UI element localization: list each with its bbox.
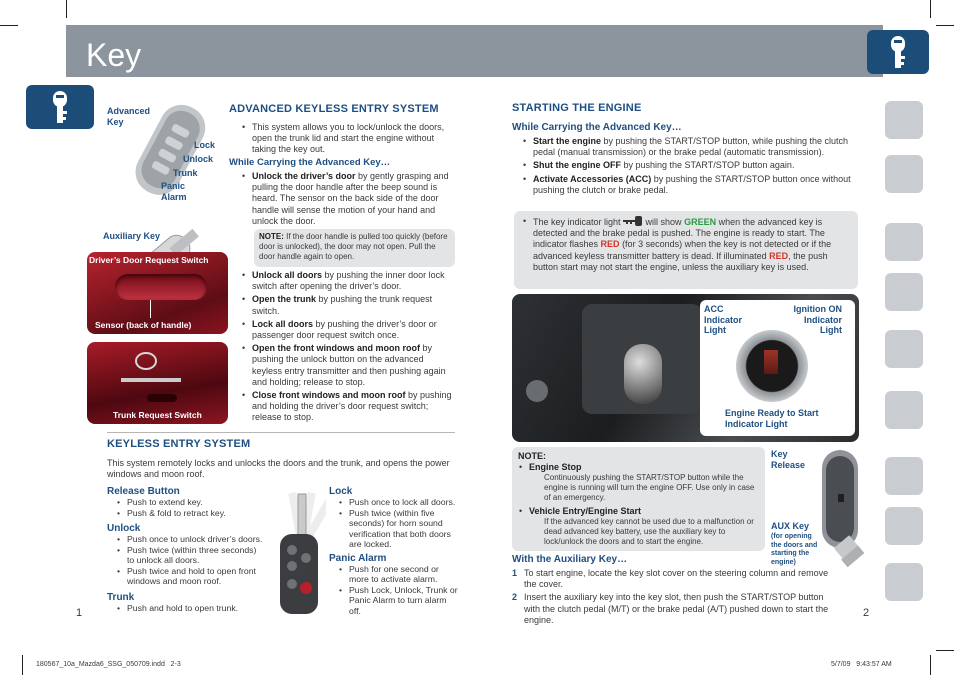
footer-timestamp: 5/7/09 9:43:57 AM	[831, 661, 892, 668]
section-tab[interactable]	[867, 30, 929, 74]
start-bullet: • Shut the engine OFF by pushing the START/STOP button again.	[522, 160, 858, 171]
ake-bullet: • Open the trunk by pushing the trunk request switch.	[241, 294, 456, 316]
trunk-badge	[121, 378, 181, 382]
aux-steps	[512, 568, 832, 626]
lock-block	[329, 486, 459, 616]
ake-bullets-a	[241, 171, 456, 227]
unlock-label: Unlock	[183, 154, 214, 164]
trunk-photo-caption: Trunk Request Switch	[113, 410, 202, 420]
ake-bullets-b	[241, 270, 456, 424]
page-header	[66, 25, 883, 77]
note-item-text: If the advanced key cannot be used due to a malfunction or dead advanced key battery, use the auxiliary key to lock/unlock the doors and to start the engine.	[544, 516, 754, 546]
trunk-emblem	[135, 352, 157, 370]
list-item: • Push once to lock all doors.	[338, 497, 459, 508]
step-number: 2	[512, 592, 518, 603]
release-block	[107, 486, 267, 613]
panic-title: Panic Alarm	[329, 552, 387, 564]
ake-note	[254, 229, 455, 267]
crop-mark	[930, 655, 931, 675]
note-item-text: Continuously pushing the START/STOP button while the engine is running will turn the engine OFF. Use only in case of an emergency.	[544, 472, 755, 502]
door-photo-caption: Sensor (back of handle)	[95, 320, 192, 330]
step-number: 1	[512, 568, 518, 578]
steering-wheel-icon[interactable]	[885, 223, 923, 261]
release-title: Release Button	[107, 486, 180, 497]
footer-file-info: 180567_10a_Mazda6_SSG_050709.indd 2-3	[36, 661, 181, 668]
navigation-icon[interactable]	[885, 507, 923, 545]
door-handle	[115, 274, 207, 300]
trunk-title: Trunk	[107, 591, 135, 603]
starting-heading: STARTING THE ENGINE	[512, 102, 642, 114]
gauges-icon[interactable]	[885, 273, 923, 311]
step-text: Insert the auxiliary key into the key slot, then push the START/STOP button with the clutch pedal (M/T) or the brake pedal (A/T) pushed down to start the engine.	[524, 592, 829, 625]
note-item: • Vehicle Entry/Engine Start	[518, 506, 759, 517]
ake-bullet: • Lock all doors by pushing the driver’s door or passenger door request switch once.	[241, 319, 456, 341]
phone-icon[interactable]	[885, 563, 923, 601]
lock-label: Lock	[194, 140, 216, 150]
climate-icon[interactable]	[885, 391, 923, 429]
aux-key-sublabel: (for opening the doors and starting the engine)	[771, 533, 818, 566]
console-photo	[512, 294, 859, 442]
panic-alarm-label: Panic Alarm	[161, 181, 187, 202]
left-key-tab	[26, 85, 94, 129]
search-icon[interactable]	[885, 330, 923, 368]
ake-intro: • This system allows you to lock/unlock the doors, open the trunk lid and start the engine without taking the key out.	[241, 122, 454, 156]
crop-mark	[936, 650, 954, 651]
trunk-switch	[147, 394, 177, 402]
ignition-indicator-label: Ignition ON Indicator Light	[793, 304, 842, 335]
crop-mark	[22, 655, 23, 675]
lock-title: Lock	[329, 486, 353, 497]
ake-subheading: While Carrying the Advanced Key…	[229, 157, 391, 168]
key-release-label: Key Release	[771, 449, 806, 470]
aux-key-label: AUX Key	[771, 521, 810, 531]
list-item: • Push once to unlock driver’s doors.	[116, 534, 266, 545]
seat-icon[interactable]	[885, 101, 923, 139]
control-knob	[526, 380, 548, 402]
key-icon	[887, 34, 909, 70]
ake-bullet: • Unlock the driver’s door by gently grasping and pulling the door handle after the beep sound is heard. The sensor on the back side of the door handle will sense the motion of your hand and unlock the door.	[241, 171, 456, 227]
start-button-label	[764, 350, 778, 374]
acc-indicator-label: ACC Indicator Light	[704, 304, 743, 335]
ake-bullet: • Unlock all doors by pushing the inner door lock switch after opening the driver’s door.	[241, 270, 456, 292]
note-text: If the door handle is pulled too quickly (before door is unlocked), the door may not open. Pull the door handle again to open.	[259, 232, 448, 262]
transmitter-illustration	[262, 488, 326, 620]
trunk-label: Trunk	[173, 168, 198, 178]
crop-mark	[930, 0, 931, 18]
kes-heading: KEYLESS ENTRY SYSTEM	[107, 438, 251, 450]
list-item: • Push twice and hold to open front windows and moon roof.	[116, 566, 266, 587]
key-indicator-icon	[623, 216, 643, 226]
pointer-line	[150, 300, 151, 318]
aux-heading: With the Auxiliary Key…	[512, 554, 628, 565]
page-number-left: 1	[76, 607, 83, 619]
advanced-key-label: Advanced Key	[107, 106, 151, 127]
ake-heading: ADVANCED KEYLESS ENTRY SYSTEM	[229, 103, 439, 115]
list-item: • Push for one second or more to activate alarm.	[338, 564, 459, 585]
note-label: NOTE:	[518, 451, 546, 461]
list-item: • Push Lock, Unlock, Trunk or Panic Alarm to turn alarm off.	[338, 585, 459, 617]
page-number-right: 2	[863, 607, 870, 619]
list-item: • Push & fold to retract key.	[116, 508, 267, 519]
ake-body	[241, 122, 454, 156]
indicator-text: • The key indicator light will show GREEN when the advanced key is detected and the brake pedal is pushed. The engine is ready to start. The indicator flashes RED (for 3 seconds) when the key is not detected or if the advanced keyless transmitter battery is dead. If illuminated RED, the push button start may not start the engine, unless the auxiliary key is used.	[522, 216, 852, 273]
crop-mark	[0, 25, 18, 26]
auxiliary-key-label: Auxiliary Key	[103, 231, 161, 241]
unlock-title: Unlock	[107, 523, 141, 534]
section-divider	[107, 432, 455, 433]
door-photo-title: Driver’s Door Request Switch	[89, 255, 209, 265]
step-text: To start engine, locate the key slot cover on the steering column and remove the cover.	[524, 568, 829, 590]
trunk-switch-photo	[87, 342, 228, 424]
page-title: Key	[86, 37, 142, 73]
shift-knob	[624, 344, 662, 404]
fuel-icon[interactable]	[885, 155, 923, 193]
list-item: • Push twice (within three seconds) to unlock all doors.	[116, 545, 266, 566]
note-label: NOTE:	[259, 232, 284, 241]
indicator-info-box	[514, 211, 858, 289]
start-bullet: • Start the engine by pushing the START/STOP button, while pushing the clutch pedal (manual transmission) or the brake pedal (automatic transmission).	[522, 136, 858, 158]
section-sidebar	[883, 95, 931, 620]
music-icon[interactable]	[885, 457, 923, 495]
list-item: • Push and hold to open trunk.	[116, 603, 267, 614]
ake-bullet: • Close front windows and moon roof by pushing and holding the driver’s door request switch; release to stop.	[241, 390, 456, 424]
ake-bullet: • Open the front windows and moon roof by pushing the unlock button on the advanced keyless entry transmitter and then pushing again and holding; release to stop.	[241, 343, 456, 388]
starting-bullets	[522, 136, 858, 196]
crop-mark	[66, 0, 67, 18]
step-row	[512, 568, 832, 590]
engine-ready-label: Engine Ready to Start Indicator Light	[725, 408, 819, 429]
list-item: • Push to extend key.	[116, 497, 267, 508]
starting-subheading: While Carrying the Advanced Key…	[512, 122, 682, 133]
list-item: • Push twice (within five seconds) for horn sound verification that both doors are locked.	[338, 508, 459, 550]
start-bullet: • Activate Accessories (ACC) by pushing the START/STOP button once without pushing the clutch or brake pedal.	[522, 174, 858, 196]
step-row	[512, 592, 832, 626]
start-note-box	[512, 447, 765, 551]
crop-mark	[936, 25, 954, 26]
door-handle-photo	[87, 252, 228, 334]
kes-intro: This system remotely locks and unlocks the doors and the trunk, and opens the power windows and moon roof.	[107, 458, 450, 480]
key-icon	[49, 89, 71, 125]
note-item: • Engine Stop	[518, 462, 759, 473]
